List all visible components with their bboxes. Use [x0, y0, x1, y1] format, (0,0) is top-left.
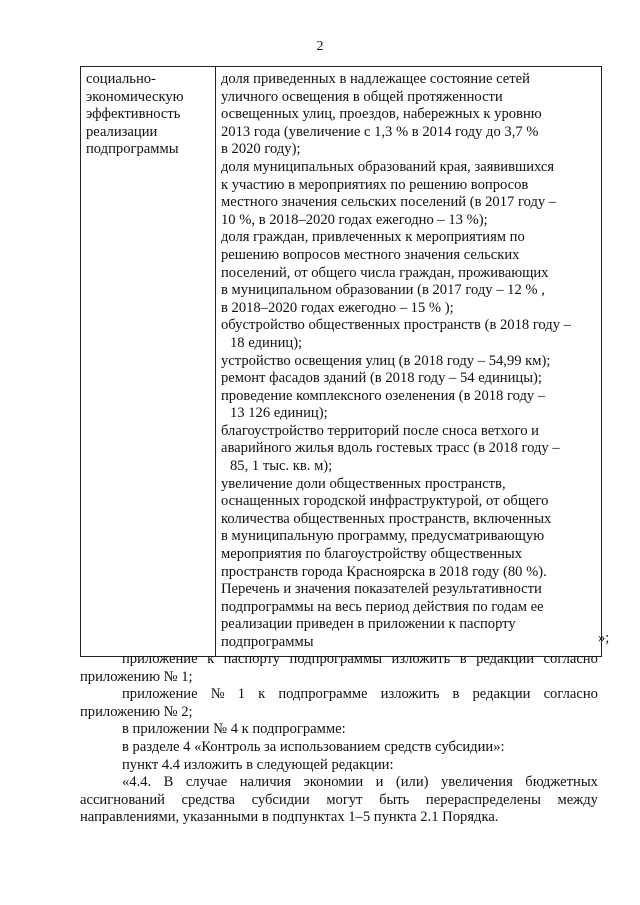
text-line: направлениями, указанными в подпунктах 1–5 пункта 2.1 Порядка.: [80, 809, 499, 826]
word: приложение: [122, 651, 198, 667]
word: бюджетных: [525, 774, 598, 791]
word: изложить: [391, 651, 451, 667]
text-line: приложению № 1;: [80, 668, 193, 685]
text-line: [80, 651, 598, 669]
indicator-line: реализации приведен в приложении к паспорту: [221, 616, 516, 633]
indicator-line: пространств города Красноярска в 2018 году (80 %).: [221, 563, 547, 580]
word: в: [452, 686, 460, 703]
word: паспорту: [223, 651, 281, 667]
word: и: [375, 774, 384, 791]
word: подпрограммы: [289, 651, 383, 667]
indicator-line: 10 %, в 2018–2020 годах ежегодно – 13 %);: [221, 211, 488, 228]
label-line: подпрограммы: [86, 141, 179, 158]
indicator-line: в 2020 году);: [221, 141, 301, 158]
text-line: [80, 792, 598, 810]
indicator-line: к участию в мероприятиях по решению вопросов: [221, 176, 529, 193]
passport-table: [80, 66, 602, 657]
word: в: [459, 651, 467, 667]
text-line: в приложении № 4 к подпрограмме:: [122, 721, 346, 738]
indicator-line: обустройство общественных пространств (в 2018 году –: [221, 317, 571, 334]
indicator-line: в муниципальном образовании (в 2017 году – 12 % ,: [221, 282, 545, 299]
indicator-line: 18 единиц);: [230, 334, 303, 351]
word: быть: [379, 791, 410, 808]
indicator-line: 85, 1 тыс. кв. м);: [230, 458, 333, 475]
word: между: [557, 791, 598, 808]
indicator-line: решению вопросов местного значения сельских: [221, 246, 520, 263]
indicator-line: 2013 года (увеличение с 1,3 % в 2014 году до 3,7 %: [221, 123, 539, 140]
word: увеличения: [440, 774, 513, 791]
page-number: 2: [316, 39, 324, 54]
indicator-line: Перечень и значения показателей результативности: [221, 581, 542, 598]
word: к: [207, 651, 215, 667]
text-line: в разделе 4 «Контроль за использованием средств субсидии»:: [122, 738, 505, 755]
indicator-line: устройство освещения улиц (в 2018 году – 54,99 км);: [221, 352, 551, 369]
indicator-line: увеличение доли общественных пространств,: [221, 475, 506, 492]
text-line: приложению № 2;: [80, 703, 193, 720]
word: к: [258, 686, 266, 703]
indicator-line: поселений, от общего числа граждан, проживающих: [221, 264, 549, 281]
indicator-line: мероприятия по благоустройству общественных: [221, 546, 523, 563]
indicator-line: в муниципальную программу, предусматривающую: [221, 528, 545, 545]
indicator-line: ремонт фасадов зданий (в 2018 году – 54 единицы);: [221, 370, 542, 387]
indicator-line: количества общественных пространств, включенных: [221, 510, 552, 527]
indicator-line: уличного освещения в общей протяженности: [221, 88, 503, 105]
indicator-line: подпрограммы: [221, 634, 314, 650]
indicator-line: оснащенных городской инфраструктурой, от общего: [221, 493, 549, 510]
indicator-line: доля приведенных в надлежащее состояние сетей: [221, 71, 530, 87]
word: редакции: [476, 651, 535, 667]
word: субсидии: [251, 791, 310, 808]
text-line: [80, 774, 598, 792]
indicator-line: аварийного жилья вдоль гостевых трасс (в 2018 году –: [221, 440, 560, 457]
table-row: [81, 67, 602, 657]
word: согласно: [543, 651, 598, 667]
indicator-label-cell: [81, 67, 216, 657]
word: ассигнований: [80, 791, 165, 808]
word: могут: [326, 791, 363, 808]
word: подпрограмме: [278, 686, 368, 703]
word: согласно: [543, 686, 598, 703]
label-line: социально-: [86, 71, 156, 87]
text-line: пункт 4.4 изложить в следующей редакции:: [122, 756, 394, 773]
word: изложить: [380, 686, 440, 703]
word: «4.4.: [122, 774, 152, 791]
label-line: реализации: [86, 123, 158, 140]
indicator-line: подпрограммы на весь период действия по годам ее: [221, 598, 544, 615]
indicator-line: проведение комплексного озеленения (в 2018 году –: [221, 387, 546, 404]
indicator-line: доля граждан, привлеченных к мероприятиям по: [221, 229, 525, 246]
label-line: эффективность: [86, 106, 181, 123]
word: средства: [181, 791, 236, 808]
indicator-line: 13 126 единиц);: [230, 405, 328, 422]
indicator-line: местного значения сельских поселений (в 2017 году –: [221, 194, 557, 211]
indicator-line: доля муниципальных образований края, заявившихся: [221, 158, 555, 175]
document-body: [80, 651, 598, 827]
word: перераспределены: [425, 791, 541, 808]
word: №: [210, 686, 225, 703]
indicator-line: освещенных улиц, проездов, набережных к уровню: [221, 106, 542, 123]
indicator-line: в 2018–2020 годах ежегодно – 15 % );: [221, 299, 454, 316]
word: В: [163, 774, 174, 791]
word: (или): [395, 774, 429, 791]
word: 1: [237, 686, 246, 703]
closing-quote: »;: [598, 630, 610, 646]
word: редакции: [472, 686, 531, 703]
word: случае: [185, 774, 228, 791]
indicator-values-cell: [216, 67, 602, 657]
indicator-line: благоустройство территорий после сноса ветхого и: [221, 422, 539, 439]
label-line: экономическую: [86, 88, 184, 105]
word: наличия: [239, 774, 292, 791]
word: приложение: [122, 686, 198, 703]
text-line: [80, 686, 598, 704]
word: экономии: [303, 774, 364, 791]
